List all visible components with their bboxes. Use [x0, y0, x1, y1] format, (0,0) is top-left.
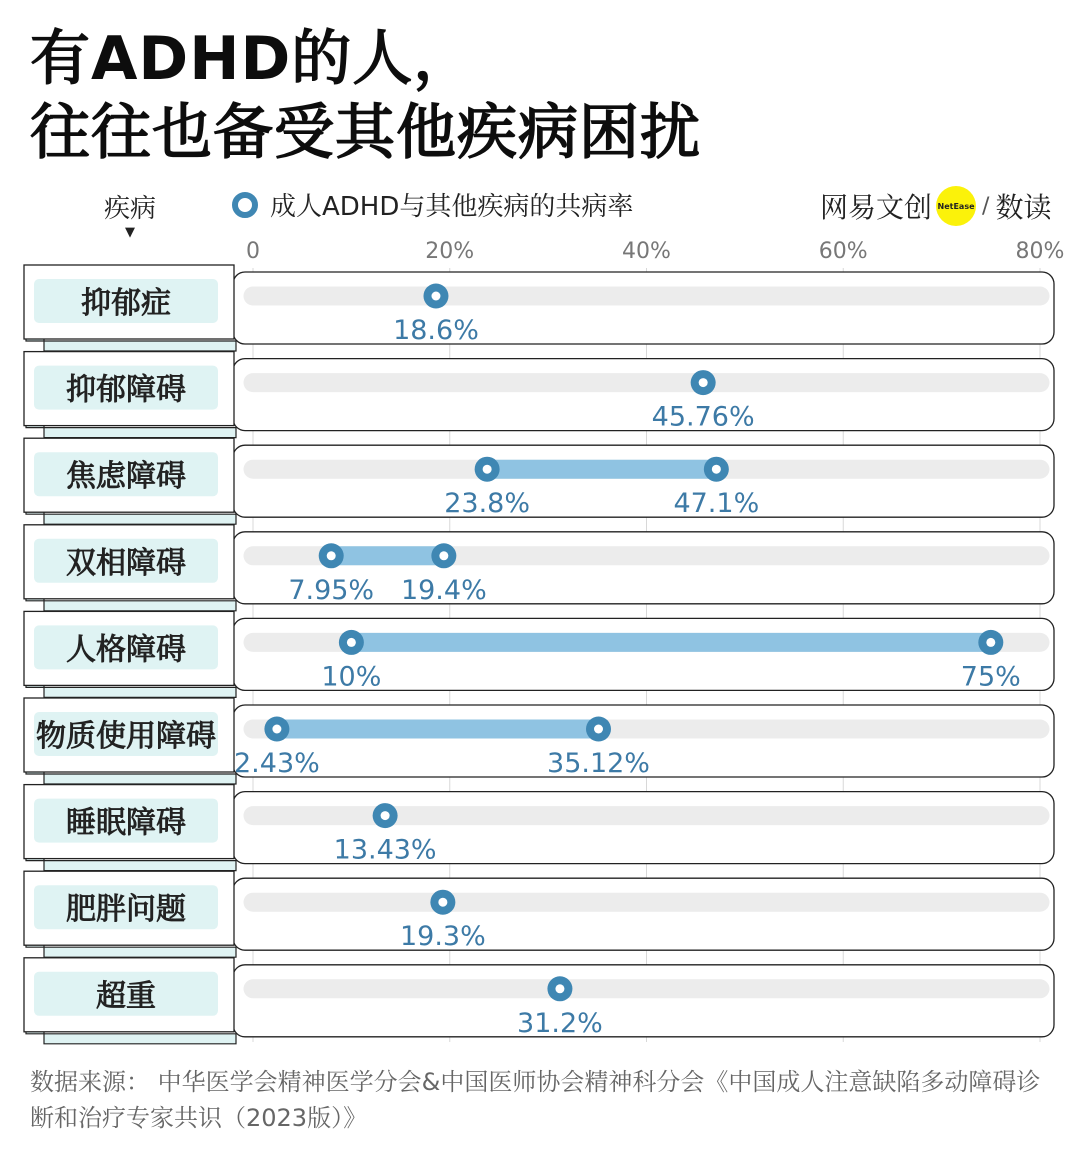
data-point-center — [439, 551, 448, 560]
down-arrow-icon: ▼ — [125, 225, 135, 240]
x-tick-label: 20% — [425, 239, 475, 264]
row-panel — [233, 965, 1054, 1037]
category-label: 人格障碍 — [66, 632, 186, 668]
data-point-center — [272, 725, 281, 734]
source-note: 数据来源： 中华医学会精神医学分会&中国医师协会精神科分会《中国成人注意缺陷多动障碍诊断和治疗专家共识（2023版）》 — [30, 1068, 1041, 1132]
row-panel — [233, 272, 1054, 344]
brand-section: 数读 — [995, 191, 1052, 224]
data-label: 10% — [321, 661, 382, 693]
x-tick-label: 80% — [1015, 239, 1065, 264]
chart-row — [24, 698, 1054, 784]
data-point-center — [712, 465, 721, 474]
category-label: 物质使用障碍 — [36, 719, 216, 754]
x-tick-label: 60% — [818, 239, 868, 264]
data-label: 13.43% — [333, 834, 437, 866]
category-header-label: 疾病 — [103, 194, 156, 224]
data-label: 35.12% — [547, 748, 650, 779]
data-label: 45.76% — [651, 401, 755, 433]
data-point-center — [594, 725, 603, 734]
data-label: 7.95% — [288, 574, 375, 606]
data-point-center — [438, 898, 447, 907]
category-label: 抑郁症 — [81, 286, 171, 321]
chart-row — [24, 438, 1054, 524]
category-label: 睡眠障碍 — [66, 805, 186, 841]
data-point-center — [555, 984, 564, 993]
brand-separator: / — [982, 193, 990, 219]
chart-row — [24, 525, 1054, 611]
legend-label: 成人ADHD与其他疾病的共病率 — [270, 192, 634, 222]
chart-row — [24, 352, 1054, 438]
netease-badge: NetEase — [936, 186, 976, 226]
category-label: 肥胖问题 — [66, 892, 186, 928]
chart-row — [24, 265, 1054, 351]
data-label: 19.4% — [400, 574, 487, 606]
category-label: 抑郁障碍 — [66, 372, 186, 408]
data-point-center — [381, 811, 390, 820]
chart-row — [24, 611, 1054, 697]
row-panel — [233, 359, 1054, 431]
data-point-center — [347, 638, 356, 647]
chart-row — [24, 958, 1054, 1044]
data-point-center — [699, 378, 708, 387]
data-point-center — [327, 551, 336, 560]
title-line-1: 有ADHD的人， — [30, 24, 475, 94]
x-tick-label: 0 — [246, 239, 260, 264]
data-point-center — [431, 292, 440, 301]
data-label: 23.8% — [444, 488, 531, 520]
data-label: 18.6% — [393, 315, 479, 346]
x-tick-label: 40% — [622, 239, 671, 264]
data-label: 31.2% — [517, 1007, 603, 1039]
data-label: 75% — [960, 661, 1021, 693]
data-point-center — [986, 638, 995, 647]
title-line-2: 往往也备受其他疾病困扰 — [30, 98, 701, 168]
chart-row — [24, 785, 1054, 871]
row-panel — [233, 878, 1054, 953]
category-label: 焦虑障碍 — [66, 459, 186, 495]
category-label: 双相障碍 — [66, 545, 186, 581]
data-label: 2.43% — [234, 748, 320, 779]
chart-row — [24, 871, 1054, 957]
row-panel — [233, 445, 1054, 520]
category-label: 超重 — [96, 978, 156, 1014]
data-label: 47.1% — [673, 488, 760, 520]
data-point-center — [483, 465, 492, 474]
brand-name: 网易文创 — [820, 191, 933, 224]
data-label: 19.3% — [399, 921, 486, 953]
